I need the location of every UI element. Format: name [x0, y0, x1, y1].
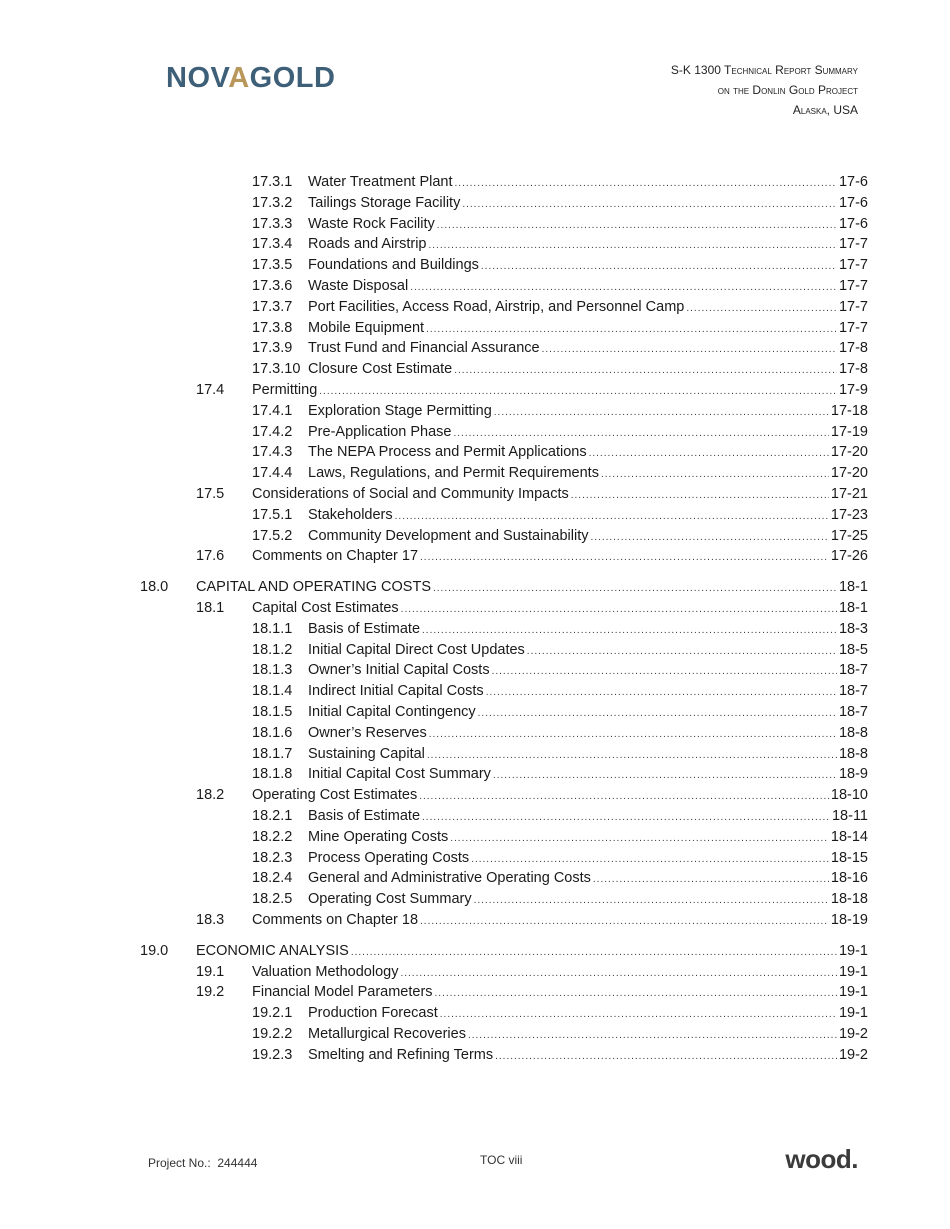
toc-entry-number: 19.2.3 [252, 1046, 293, 1063]
toc-entry-page: 17-20 [830, 444, 868, 461]
toc-leader-dots [422, 808, 830, 828]
toc-entry[interactable] [0, 359, 950, 379]
toc-entry-title: Basis of Estimate [308, 808, 421, 824]
toc-leader-dots [437, 216, 837, 236]
toc-entry-title: Mine Operating Costs [308, 828, 449, 845]
toc-entry-number: 18.2 [196, 787, 225, 804]
toc-leader-dots [468, 1026, 837, 1046]
toc-entry[interactable] [0, 172, 950, 192]
toc-entry[interactable] [0, 806, 950, 826]
toc-entry-title: Water Treatment Plant [308, 174, 453, 190]
toc-entry[interactable] [0, 868, 950, 888]
toc-entry-title: Process Operating Costs [308, 849, 470, 866]
toc-entry-page: 17-6 [838, 194, 868, 211]
toc-entry-number: 17.3.2 [252, 194, 293, 211]
toc-leader-dots [319, 382, 837, 402]
toc-entry-title: General and Administrative Operating Costs [308, 870, 591, 887]
toc-leader-dots [422, 621, 837, 641]
toc-entry-number: 19.2.1 [252, 1005, 293, 1022]
toc-entry-number: 19.0 [140, 942, 169, 959]
toc-entry[interactable] [0, 848, 950, 868]
toc-entry-title: Tailings Storage Facility [308, 194, 461, 211]
toc-leader-dots [590, 528, 828, 548]
toc-entry-title: Waste Disposal [308, 278, 409, 294]
toc-entry-title: Valuation Methodology [252, 963, 399, 980]
toc-entry[interactable] [0, 681, 950, 701]
toc-entry-number: 18.1.4 [252, 683, 293, 700]
toc-entry-page: 18-7 [838, 704, 868, 720]
toc-entry[interactable] [0, 660, 950, 680]
toc-entry-page: 18-18 [830, 891, 868, 908]
toc-entry[interactable] [0, 1003, 950, 1023]
toc-entry-title: Initial Capital Cost Summary [308, 766, 491, 783]
toc-entry-title: Production Forecast [308, 1005, 438, 1022]
toc-entry[interactable] [0, 1024, 950, 1044]
toc-entry[interactable] [0, 401, 950, 421]
toc-leader-dots [462, 195, 837, 215]
toc-entry[interactable] [0, 505, 950, 525]
toc-entry-number: 18.1.2 [252, 641, 293, 658]
toc-entry[interactable] [0, 723, 950, 743]
toc-entry[interactable] [0, 422, 950, 442]
toc-entry-title: Port Facilities, Access Road, Airstrip, and Personnel Camp [308, 298, 685, 315]
toc-entry-number: 17.3.6 [252, 278, 293, 294]
toc-leader-dots [351, 943, 837, 963]
toc-entry-title: Waste Rock Facility [308, 215, 435, 232]
toc-leader-dots [454, 361, 837, 381]
toc-entry-page: 17-26 [830, 548, 868, 565]
toc-entry-page: 17-6 [838, 174, 868, 190]
toc-entry-title: Owner’s Initial Capital Costs [308, 662, 490, 679]
toc-entry-page: 18-11 [831, 808, 868, 824]
toc-entry-page: 18-9 [838, 766, 868, 783]
toc-entry-title: Closure Cost Estimate [308, 361, 453, 378]
toc-entry[interactable] [0, 526, 950, 546]
toc-entry[interactable] [0, 234, 950, 254]
toc-entry[interactable] [0, 619, 950, 639]
toc-entry[interactable] [0, 577, 950, 597]
toc-entry-title: Considerations of Social and Community Impacts [252, 486, 569, 502]
toc-entry-number: 18.2.2 [252, 828, 293, 845]
toc-leader-dots [474, 891, 829, 911]
toc-leader-dots [571, 486, 829, 506]
toc-entry-title: Sustaining Capital [308, 745, 425, 762]
toc-leader-dots [419, 787, 829, 807]
toc-entry-title: Mobile Equipment [308, 319, 425, 336]
toc-entry-page: 18-1 [838, 579, 868, 596]
toc-leader-dots [593, 870, 829, 890]
toc-entry-page: 18-1 [838, 600, 868, 616]
report-title [671, 60, 858, 120]
toc-entry-title: Basis of Estimate [308, 620, 421, 637]
toc-entry[interactable] [0, 318, 950, 338]
novagold-logo: NOVAGOLD [166, 62, 336, 94]
report-title-line-1: S-K 1300 Technical Report Summary [670, 63, 858, 77]
toc-entry-page: 19-1 [838, 963, 868, 980]
toc-entry-page: 17-23 [830, 506, 868, 523]
toc-entry-page: 18-16 [830, 870, 868, 887]
toc-entry-number: 18.2.4 [252, 870, 293, 887]
toc-leader-dots [440, 1005, 837, 1025]
toc-leader-dots [420, 548, 829, 568]
toc-entry-title: ECONOMIC ANALYSIS [196, 942, 349, 959]
report-title-line-2: on the Donlin Gold Project [717, 83, 858, 97]
toc-entry-page: 18-14 [830, 828, 868, 845]
toc-leader-dots [453, 424, 828, 444]
toc-entry-page: 18-15 [830, 849, 868, 866]
toc-entry[interactable] [0, 764, 950, 784]
toc-leader-dots [493, 766, 837, 786]
toc-entry-page: 19-1 [838, 984, 868, 1001]
toc-entry[interactable] [0, 827, 950, 847]
toc-entry-title: Comments on Chapter 18 [252, 912, 419, 928]
toc-entry-page: 17-9 [838, 382, 868, 398]
toc-entry-page: 17-18 [830, 402, 868, 419]
toc-leader-dots [410, 278, 837, 298]
toc-entry-number: 19.1 [196, 963, 225, 980]
toc-entry[interactable] [0, 193, 950, 213]
toc-entry-page: 18-10 [830, 787, 868, 804]
toc-leader-dots [481, 257, 837, 277]
toc-entry[interactable] [0, 1045, 950, 1065]
toc-entry-title: The NEPA Process and Permit Applications [308, 444, 587, 461]
toc-entry-number: 17.4.1 [252, 402, 293, 419]
toc-entry-page: 19-2 [838, 1026, 868, 1042]
toc-entry[interactable] [0, 941, 950, 961]
toc-leader-dots [589, 444, 829, 464]
toc-entry[interactable] [0, 889, 950, 909]
toc-entry-title: Smelting and Refining Terms [308, 1046, 494, 1063]
toc-entry-number: 17.4.3 [252, 444, 293, 461]
toc-entry-number: 18.2.3 [252, 849, 293, 866]
toc-leader-dots [429, 725, 837, 745]
toc-entry-number: 17.3.3 [252, 215, 293, 232]
toc-entry-title: Laws, Regulations, and Permit Requirements [308, 465, 599, 482]
toc-entry-page: 17-25 [830, 527, 868, 544]
toc-entry-number: 18.1 [196, 600, 225, 616]
toc-entry[interactable] [0, 962, 950, 982]
toc-entry-number: 17.3.9 [252, 340, 293, 357]
toc-entry-number: 17.6 [196, 548, 225, 565]
toc-leader-dots [435, 984, 837, 1004]
toc-entry-title: Capital Cost Estimates [252, 600, 399, 616]
toc-leader-dots [455, 174, 837, 194]
toc-entry-title: Indirect Initial Capital Costs [308, 683, 484, 700]
toc-entry-page: 19-1 [838, 942, 868, 959]
toc-leader-dots [426, 320, 837, 340]
toc-leader-dots [433, 579, 837, 599]
toc-entry-number: 19.2 [196, 984, 225, 1001]
toc-entry-number: 17.3.4 [252, 236, 293, 253]
toc-entry-page: 18-7 [838, 662, 868, 679]
toc-entry[interactable] [0, 982, 950, 1002]
toc-entry-page: 17-7 [838, 257, 868, 274]
toc-leader-dots [395, 507, 829, 527]
toc-entry-number: 18.1.6 [252, 724, 293, 741]
toc-entry[interactable] [0, 463, 950, 483]
toc-entry-title: CAPITAL AND OPERATING COSTS [196, 579, 431, 596]
toc-entry-title: Metallurgical Recoveries [308, 1026, 466, 1042]
toc-leader-dots [401, 600, 837, 620]
toc-leader-dots [427, 746, 837, 766]
toc-entry-page: 17-7 [838, 236, 868, 253]
toc-entry-number: 17.5 [196, 486, 225, 502]
toc-entry[interactable] [0, 702, 950, 722]
toc-entry-page: 17-7 [838, 319, 868, 336]
toc-entry-page: 17-20 [830, 465, 868, 482]
toc-entry-page: 18-7 [838, 683, 868, 700]
toc-entry-title: Community Development and Sustainability [308, 527, 589, 544]
toc-entry-title: Initial Capital Contingency [308, 704, 476, 720]
project-number: Project No.: 244444 [148, 1156, 258, 1170]
toc-entry[interactable] [0, 744, 950, 764]
toc-leader-dots [601, 465, 829, 485]
toc-entry-number: 18.2.5 [252, 891, 293, 908]
toc-entry-title: Trust Fund and Financial Assurance [308, 340, 540, 357]
toc-entry-number: 17.3.8 [252, 319, 293, 336]
toc-entry-title: Operating Cost Estimates [252, 787, 418, 804]
toc-entry[interactable] [0, 297, 950, 317]
toc-entry-page: 17-8 [838, 361, 868, 378]
toc-entry[interactable] [0, 442, 950, 462]
toc-entry-number: 17.4 [196, 382, 225, 398]
toc-entry[interactable] [0, 214, 950, 234]
toc-entry-number: 17.3.1 [252, 174, 293, 190]
toc-entry-page: 17-21 [830, 486, 868, 502]
toc-entry[interactable] [0, 484, 950, 504]
toc-leader-dots [494, 403, 829, 423]
toc-entry-page: 17-19 [830, 423, 868, 440]
toc-leader-dots [450, 829, 829, 849]
toc-entry-page: 18-3 [838, 620, 868, 637]
toc-entry-title: Permitting [252, 382, 318, 398]
toc-entry-page: 17-6 [838, 215, 868, 232]
toc-leader-dots [420, 912, 829, 932]
toc-entry-number: 18.2.1 [252, 808, 293, 824]
toc-entry-title: Exploration Stage Permitting [308, 402, 492, 419]
toc-entry-title: Roads and Airstrip [308, 236, 427, 253]
toc-entry-number: 18.1.3 [252, 662, 293, 679]
toc-leader-dots [686, 299, 837, 319]
toc-entry-title: Comments on Chapter 17 [252, 548, 419, 565]
toc-entry[interactable] [0, 785, 950, 805]
toc-entry-number: 18.1.8 [252, 766, 293, 783]
toc-entry-page: 18-8 [838, 724, 868, 741]
report-title-line-3: Alaska, USA [792, 103, 858, 117]
toc-entry[interactable] [0, 640, 950, 660]
toc-entry-number: 17.3.10 [252, 361, 301, 378]
toc-entry-title: Financial Model Parameters [252, 984, 433, 1001]
toc-entry[interactable] [0, 380, 950, 400]
toc-leader-dots [542, 340, 837, 360]
toc-entry-number: 17.4.4 [252, 465, 293, 482]
toc-entry-number: 18.3 [196, 912, 225, 928]
toc-leader-dots [492, 662, 837, 682]
page-label: TOC viii [480, 1153, 523, 1167]
toc-entry[interactable] [0, 276, 950, 296]
toc-entry-title: Operating Cost Summary [308, 891, 472, 908]
toc-entry[interactable] [0, 910, 950, 930]
toc-leader-dots [471, 850, 829, 870]
toc-entry-title: Initial Capital Direct Cost Updates [308, 641, 525, 658]
toc-entry[interactable] [0, 255, 950, 275]
toc-entry-number: 19.2.2 [252, 1026, 293, 1042]
toc-entry-title: Owner’s Reserves [308, 724, 427, 741]
toc-leader-dots [428, 236, 836, 256]
toc-entry-page: 18-19 [830, 912, 868, 928]
toc-entry-page: 18-8 [838, 745, 868, 762]
toc-entry-number: 17.5.2 [252, 527, 293, 544]
toc-leader-dots [527, 642, 837, 662]
toc-entry-number: 18.0 [140, 579, 169, 596]
toc-entry[interactable] [0, 338, 950, 358]
toc-entry-number: 18.1.7 [252, 745, 293, 762]
toc-entry-page: 18-5 [838, 641, 868, 658]
toc-leader-dots [478, 704, 837, 724]
wood-logo: wood. [785, 1144, 858, 1174]
toc-entry-title: Pre-Application Phase [308, 423, 452, 440]
toc-leader-dots [486, 683, 837, 703]
toc-entry-number: 17.5.1 [252, 506, 293, 523]
toc-entry-page: 19-2 [838, 1046, 868, 1063]
toc-entry-number: 17.4.2 [252, 423, 293, 440]
toc-entry-page: 17-7 [838, 278, 868, 294]
toc-entry[interactable] [0, 546, 950, 566]
toc-entry-title: Stakeholders [308, 506, 393, 523]
toc-leader-dots [400, 964, 837, 984]
toc-entry[interactable] [0, 598, 950, 618]
toc-entry-page: 17-7 [838, 298, 868, 315]
toc-entry-title: Foundations and Buildings [308, 257, 479, 274]
toc-entry-number: 18.1.1 [252, 620, 293, 637]
toc-entry-number: 17.3.5 [252, 257, 293, 274]
toc-entry-page: 17-8 [838, 340, 868, 357]
toc-entry-number: 18.1.5 [252, 704, 293, 720]
toc-entry-number: 17.3.7 [252, 298, 293, 315]
toc-leader-dots [495, 1047, 837, 1067]
toc-entry-page: 19-1 [838, 1005, 868, 1022]
